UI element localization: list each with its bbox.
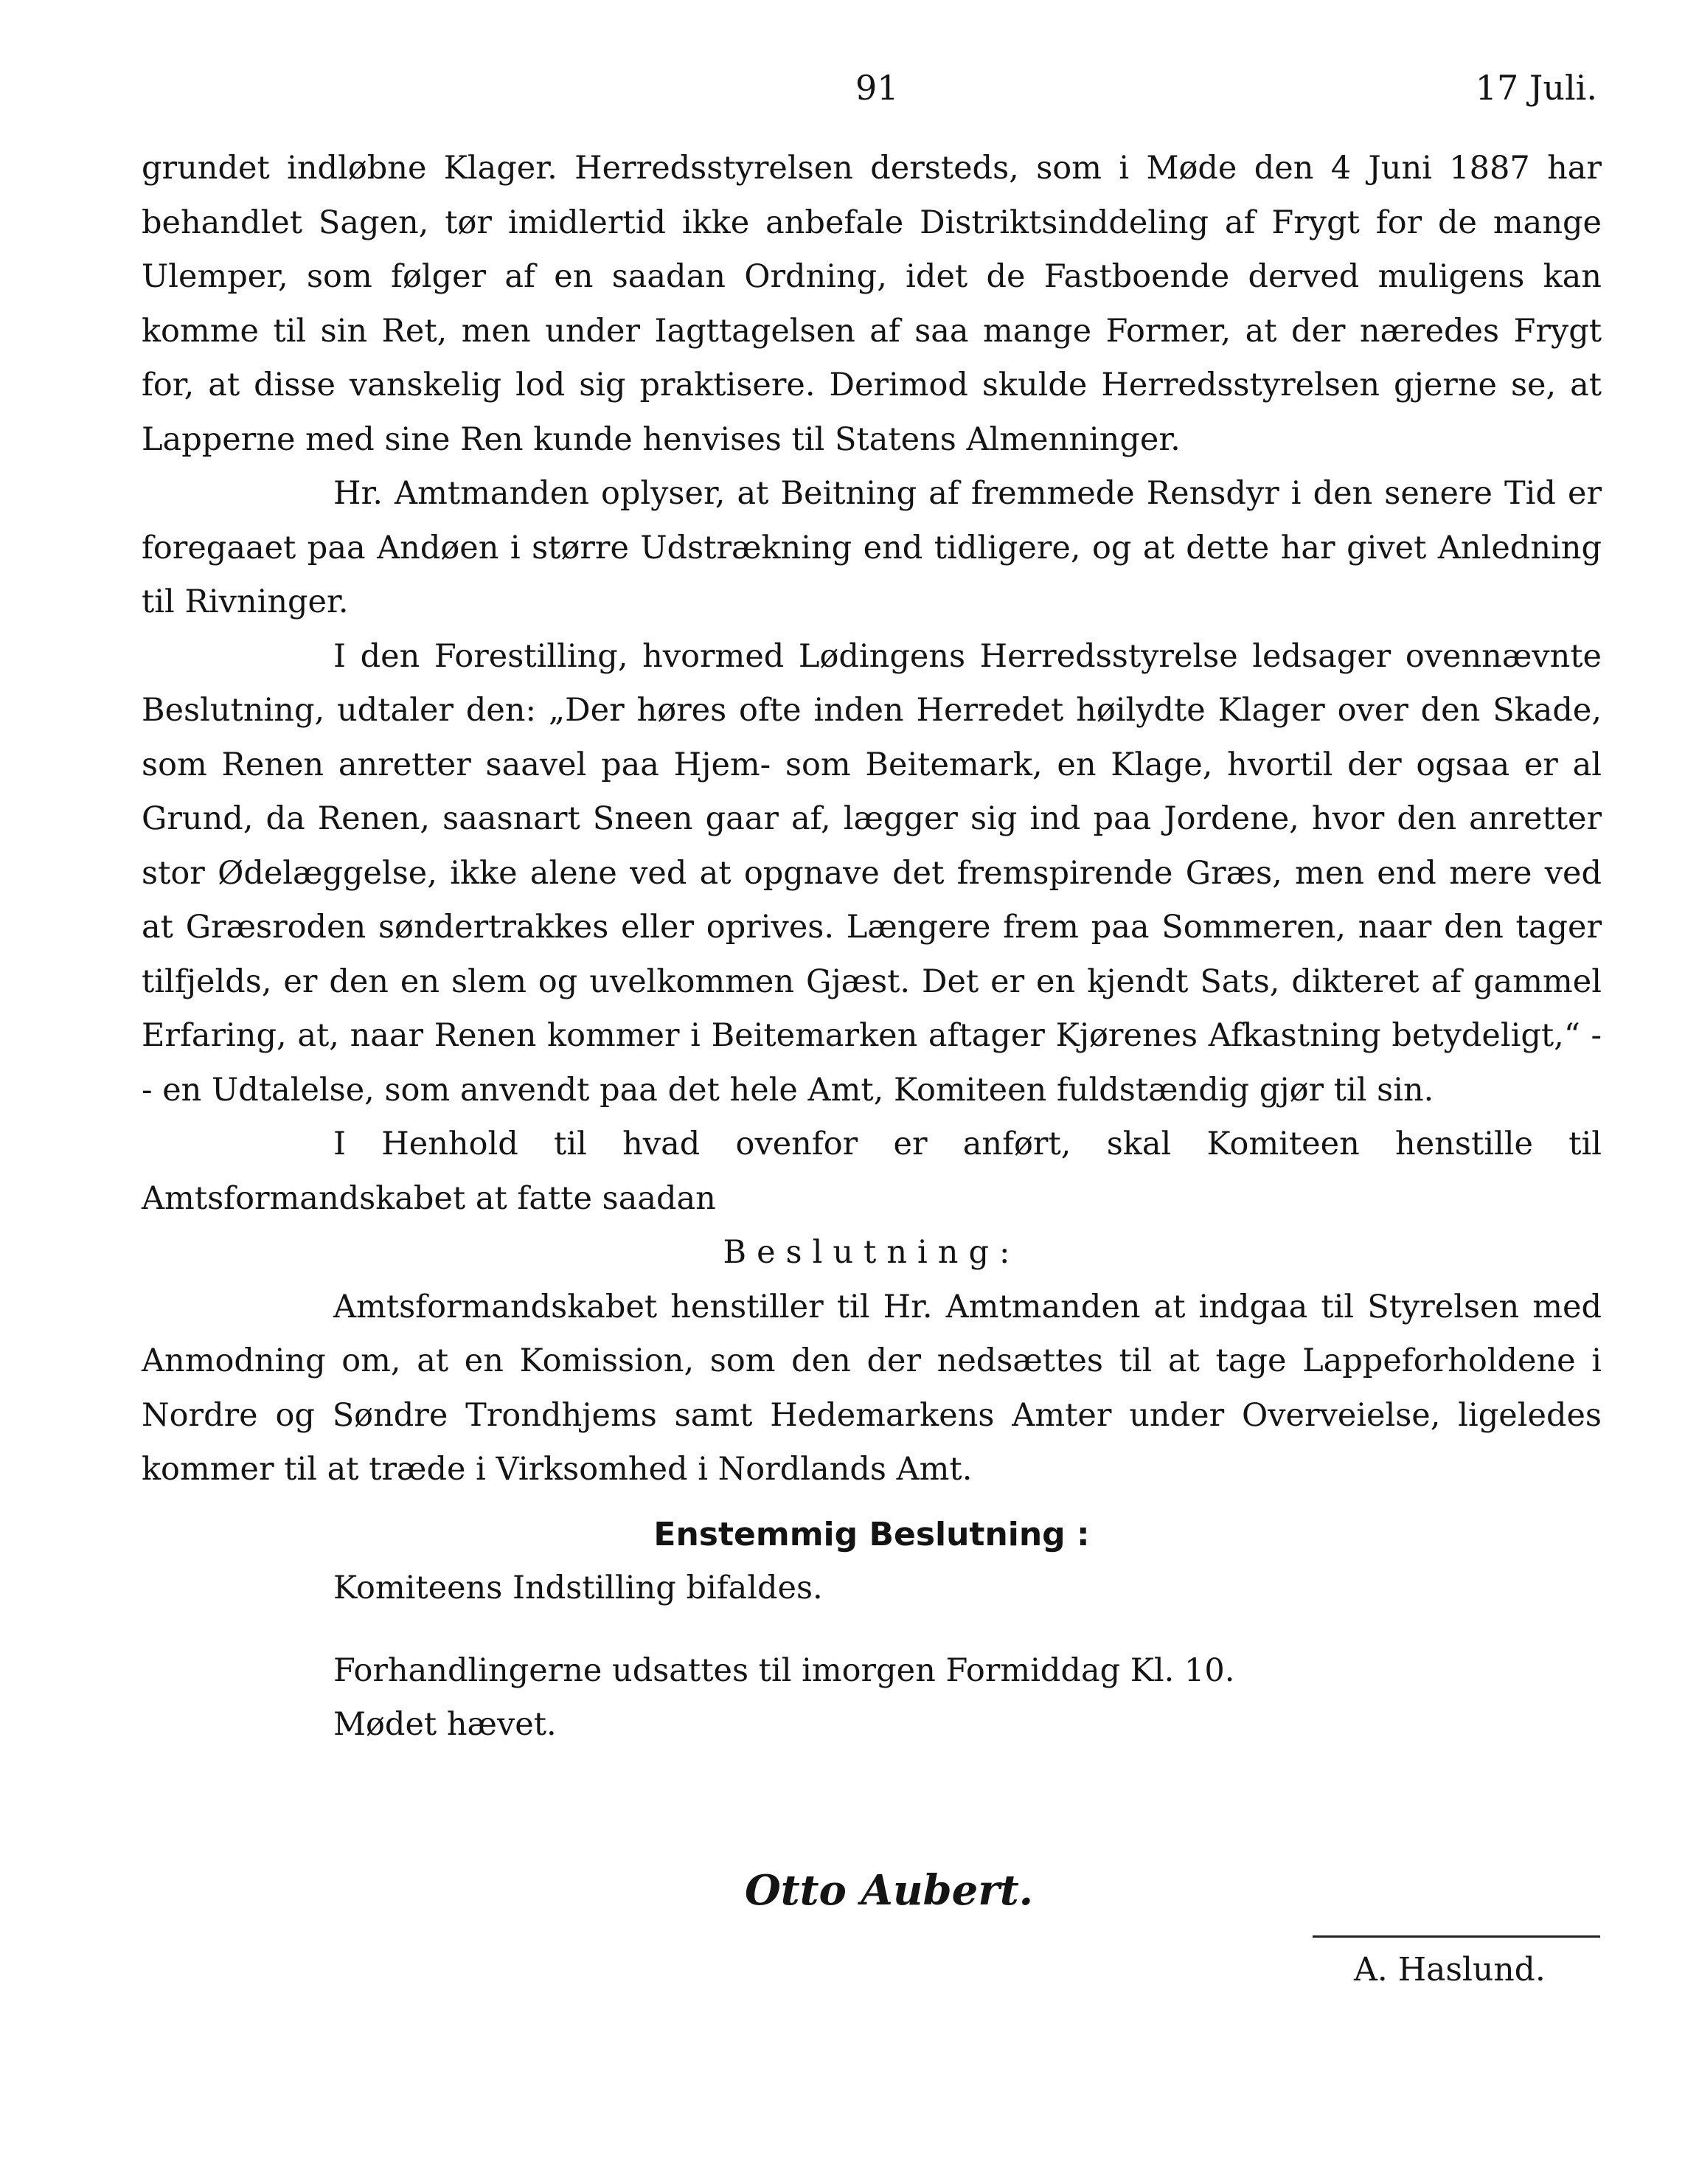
spacer — [142, 1616, 1602, 1644]
paragraph-2: Hr. Amtmanden oplyser, at Beitning af fremmede Rensdyr i den senere Tid er foregaaet paa Andøen i større Udstrækning end tidligere, og at dette har givet Anledning til Rivninger. — [142, 475, 1602, 620]
signature-rule — [1313, 1935, 1600, 1938]
paragraph-3: I den Forestilling, hvormed Lødingens Herredsstyrelse ledsager ovennævnte Beslutning, udtaler den: „Der høres ofte inden Herredet høilydte Klager over den Skade, som Renen anretter saavel paa Hjem- som Beitemark, en Klage, hvortil der ogsaa er al Grund, da Renen, saasnart Sneen gaar af, lægger sig ind paa Jordene, hvor den anretter stor Ødelæggelse, ikke alene ved at opgnave det fremspirende Græs, men end mere ved at Græsroden søndertrakkes eller oprives. Længere frem paa Sommeren, naar den tager tilfjelds, er den en slem og uvelkommen Gjæst. Det er en kjendt Sats, dikteret af gammel Erfaring, at, naar Renen kommer i Beitemarken aftager Kjørenes Afkastning betydeligt,“ -- en Udtalelse, som anvendt paa det hele Amt, Komiteen fuldstændig gjør til sin. — [142, 637, 1602, 1109]
resolution-heading: Beslutning: — [723, 1234, 1021, 1271]
page-header — [0, 68, 1699, 127]
header-date: 17 Juli. — [1475, 68, 1597, 108]
unanimous-heading: Enstemmig Beslutning : — [653, 1515, 1090, 1553]
paragraph-1: grundet indløbne Klager. Herredsstyrelsen dersteds, som i Møde den 4 Juni 1887 har behandlet Sagen, tør imidlertid ikke anbefale Distriktsinddeling af Frygt for de mange Ulemper, som følger af en saadan Ordning, idet de Fastboende derved muligens kan komme til sin Ret, men under Iagttagelsen af saa mange Former, at der næredes Frygt for, at disse vanskelig lod sig praktisere. Derimod skulde Herredsstyrelsen gjerne se, at Lapperne med sine Ren kunde henvises til Statens Almenninger. — [142, 150, 1602, 458]
paragraph-4: I Henhold til hvad ovenfor er anført, skal Komiteen henstille til Amtsformandskabet at fatte saadan — [142, 1126, 1602, 1217]
adjournment-text: Forhandlingerne udsattes til imorgen Formiddag Kl. 10. — [333, 1651, 1235, 1689]
signature: Otto Aubert. — [745, 1866, 1034, 1915]
body-text — [142, 142, 1602, 1753]
unanimous-text: Komiteens Indstilling bifaldes. — [333, 1570, 823, 1606]
page-number: 91 — [855, 68, 899, 108]
cosigner-name: A. Haslund. — [1354, 1951, 1546, 1989]
resolution-text: Amtsformandskabet henstiller til Hr. Amtmanden at indgaa til Styrelsen med Anmodning om, at en Komission, som den der nedsættes til at tage Lappeforholdene i Nordre og Søndre Trondhjems samt Hedemarkens Amter under Overveielse, ligeledes kommer til at træde i Virksomhed i Nordlands Amt. — [142, 1288, 1602, 1488]
meeting-closed-text: Mødet hævet. — [333, 1706, 557, 1743]
